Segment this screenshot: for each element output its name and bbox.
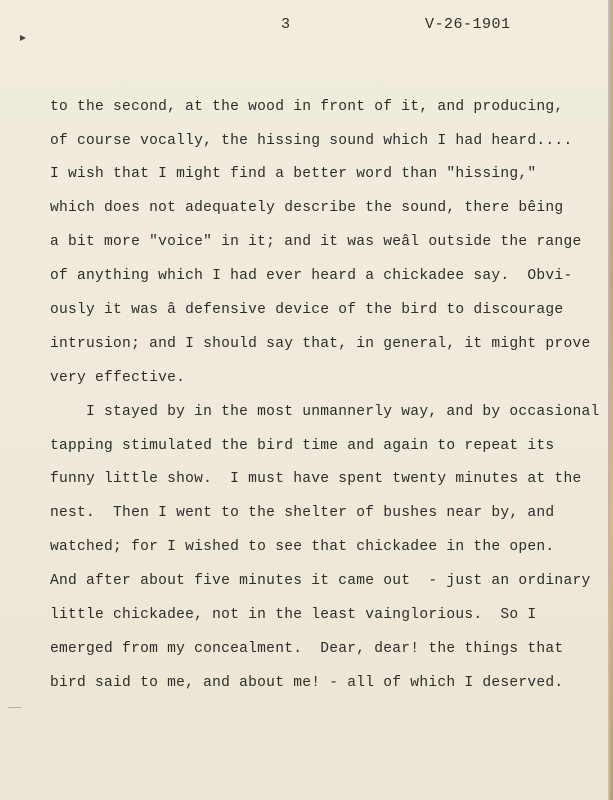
text-line: funny little show. I must have spent twenty minutes at the [50, 471, 582, 487]
text-line: watched; for I wished to see that chickadee in the open. [50, 539, 555, 555]
text-line: bird said to me, and about me! - all of which I deserved. [50, 675, 564, 691]
text-line: tapping stimulated the bird time and again to repeat its [50, 438, 555, 454]
text-line: emerged from my concealment. Dear, dear! the things that [50, 641, 564, 657]
text-line: I wish that I might find a better word than "hissing," [50, 166, 537, 182]
text-line: And after about five minutes it came out - just an ordinary [50, 573, 591, 589]
page-date: V-26-1901 [425, 16, 511, 33]
text-line: of course vocally, the hissing sound which I had heard.... [50, 133, 573, 149]
margin-tick-mark [8, 707, 22, 708]
text-line: intrusion; and I should say that, in general, it might prove [50, 336, 591, 352]
text-line: to the second, at the wood in front of it, and producing, [50, 99, 564, 115]
text-line: very effective. [50, 370, 186, 386]
text-line: which does not adequately describe the sound, there bêing [50, 200, 564, 216]
text-line: little chickadee, not in the least vainglorious. So I [50, 607, 537, 623]
text-line: I stayed by in the most unmannerly way, and by occasional [50, 404, 600, 420]
text-line: nest. Then I went to the shelter of bushes near by, and [50, 505, 555, 521]
text-line: a bit more "voice" in it; and it was weâl outside the range [50, 234, 582, 250]
text-line: of anything which I had ever heard a chickadee say. Obvi- [50, 268, 573, 284]
page-number: 3 [281, 16, 291, 33]
text-line: ously it was â defensive device of the bird to discourage [50, 302, 564, 318]
